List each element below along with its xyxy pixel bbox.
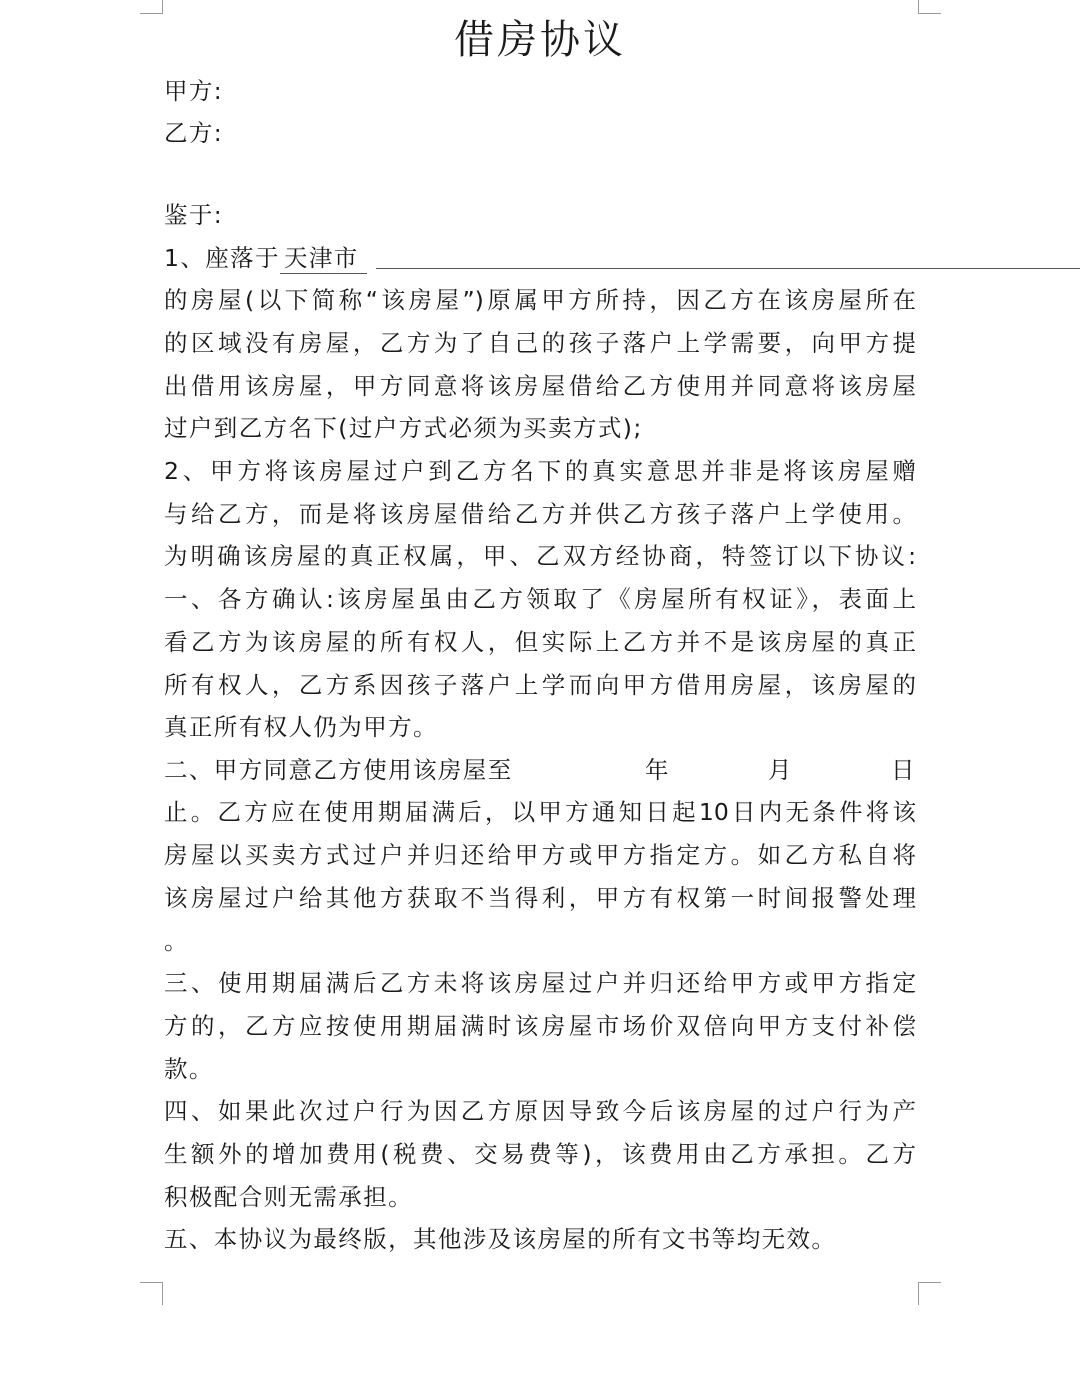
- body-line: 为明确该房屋的真正权属，甲、乙双方经协商，特签订以下协议:: [164, 542, 916, 570]
- body-line: 真正所有权人仍为甲方。: [164, 713, 438, 741]
- page-corner-mark-top-left: [140, 0, 163, 14]
- body-line: 的房屋(以下简称“该房屋”)原属甲方所持，因乙方在该房屋所在: [164, 286, 916, 314]
- body-line: 五、本协议为最终版，其他涉及该房屋的所有文书等均无效。: [164, 1225, 837, 1253]
- clause-1-prefix: 1、座落于: [164, 244, 280, 272]
- body-line: 所有权人，乙方系因孩子落户上学而向甲方借用房屋，该房屋的: [164, 671, 916, 699]
- party-a-label: 甲方:: [164, 77, 224, 105]
- page-corner-mark-bottom-left: [140, 1282, 163, 1305]
- date-year-label: 年: [645, 756, 669, 784]
- location-underline: [376, 268, 1080, 269]
- body-line: 止。乙方应在使用期届满后，以甲方通知日起10日内无条件将该: [164, 798, 916, 826]
- body-line: 2、甲方将该房屋过户到乙方名下的真实意思并非是将该房屋赠: [164, 457, 916, 485]
- body-line: 与给乙方，而是将该房屋借给乙方并供乙方孩子落户上学使用。: [164, 500, 916, 528]
- body-line: 一、各方确认:该房屋虽由乙方领取了《房屋所有权证》，表面上: [164, 585, 916, 613]
- body-line: 方的，乙方应按使用期届满时该房屋市场价双倍向甲方支付补偿: [164, 1012, 916, 1040]
- body-line: 三、使用期届满后乙方未将该房屋过户并归还给甲方或甲方指定: [164, 969, 916, 997]
- body-line: 出借用该房屋，甲方同意将该房屋借给乙方使用并同意将该房屋: [164, 372, 916, 400]
- location-blank: 天津市: [280, 243, 367, 274]
- body-line: 四、如果此次过户行为因乙方原因导致今后该房屋的过户行为产: [164, 1097, 916, 1125]
- body-line: 生额外的增加费用(税费、交易费等)，该费用由乙方承担。乙方: [164, 1140, 916, 1168]
- date-month-label: 月: [768, 756, 792, 784]
- whereas-label: 鉴于:: [164, 201, 224, 229]
- date-day-label: 日: [891, 756, 915, 784]
- page-corner-mark-bottom-right: [918, 1282, 941, 1305]
- party-b-label: 乙方:: [164, 119, 224, 147]
- document-title: 借房协议: [454, 17, 626, 63]
- body-line: 。: [164, 927, 189, 955]
- body-line: 看乙方为该房屋的所有权人，但实际上乙方并不是该房屋的真正: [164, 628, 916, 656]
- body-line: 积极配合则无需承担。: [164, 1183, 413, 1211]
- clause-2-prefix: 二、甲方同意乙方使用该房屋至: [164, 756, 513, 784]
- body-line: 房屋以买卖方式过户并归还给甲方或甲方指定方。如乙方私自将: [164, 841, 916, 869]
- body-line: 款。: [164, 1055, 214, 1083]
- body-line: 过户到乙方名下(过户方式必须为买卖方式);: [164, 414, 643, 442]
- body-line: 的区域没有房屋，乙方为了自己的孩子落户上学需要，向甲方提: [164, 329, 916, 357]
- page-corner-mark-top-right: [918, 0, 941, 14]
- clause-1-line: [164, 243, 367, 274]
- body-line: 该房屋过户给其他方获取不当得利，甲方有权第一时间报警处理: [164, 884, 916, 912]
